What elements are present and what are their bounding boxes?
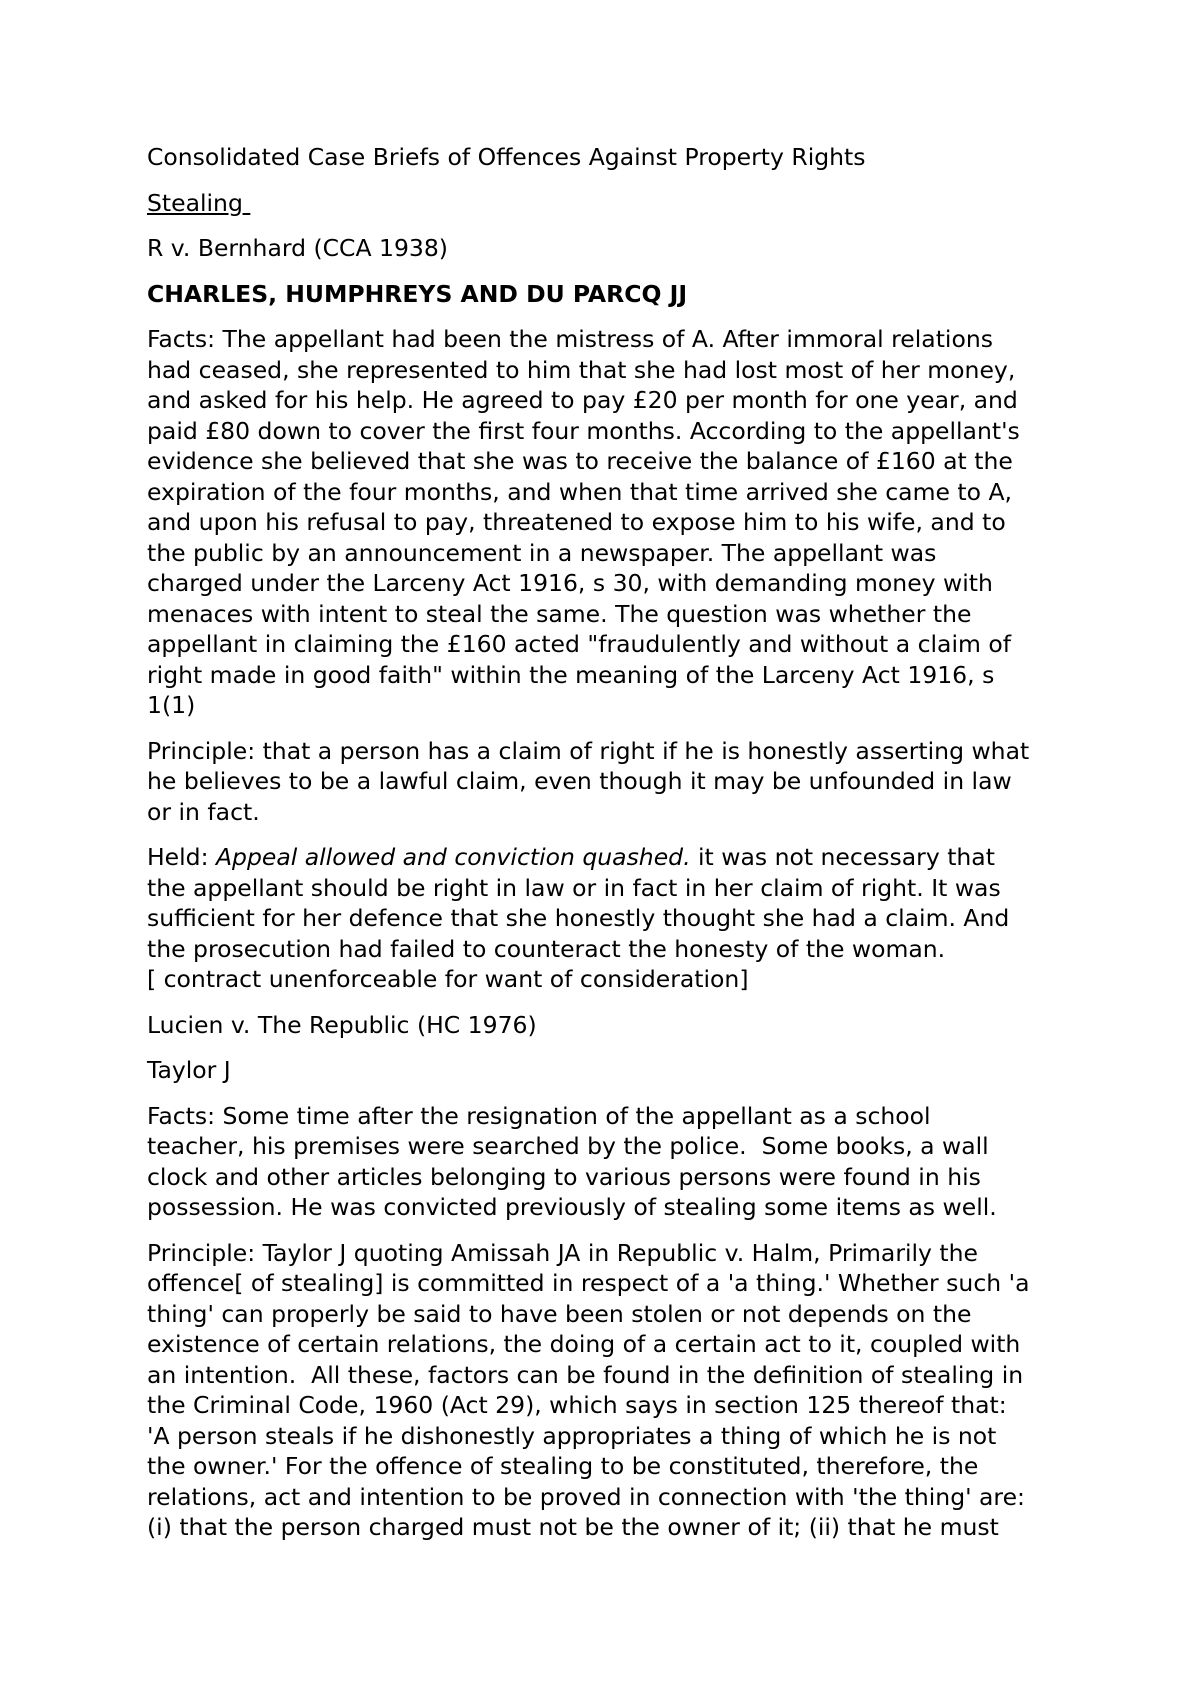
principle-line: or in fact. bbox=[147, 797, 260, 826]
principle-line: he believes to be a lawful claim, even though it may be unfounded in law bbox=[147, 767, 1012, 795]
case1-facts bbox=[147, 324, 1077, 721]
principle-line: the owner.' For the offence of stealing to be constituted, therefore, the bbox=[147, 1452, 979, 1480]
case-name bbox=[147, 1010, 1077, 1041]
facts-line: and upon his refusal to pay, threatened to expose him to his wife, and to bbox=[147, 508, 1006, 536]
document-title bbox=[147, 142, 1077, 173]
facts-line: had ceased, she represented to him that she had lost most of her money, bbox=[147, 355, 1016, 384]
principle-line: existence of certain relations, the doing of a certain act to it, coupled with bbox=[147, 1330, 1021, 1358]
case2-facts bbox=[147, 1101, 1077, 1223]
case2-judge: Taylor J bbox=[147, 1056, 231, 1084]
facts-line: the public by an announcement in a newspaper. The appellant was bbox=[147, 538, 937, 567]
facts-line: clock and other articles belonging to various persons were found in his bbox=[147, 1162, 981, 1191]
facts-line: expiration of the four months, and when that time arrived she came to A, bbox=[147, 477, 1013, 506]
held-line: the prosecution had failed to counteract the honesty of the woman. bbox=[147, 934, 946, 963]
case-judges bbox=[147, 279, 1077, 310]
case1-held bbox=[147, 842, 1077, 995]
held-line: [ contract unenforceable for want of consideration] bbox=[147, 965, 749, 993]
principle-line: an intention. All these, factors can be found in the definition of stealing in bbox=[147, 1360, 1024, 1389]
facts-line: Facts: Some time after the resignation of the appellant as a school bbox=[147, 1101, 931, 1130]
principle-line: Principle: that a person has a claim of right if he is honestly asserting what bbox=[147, 736, 1030, 765]
held-line: sufficient for her defence that she honestly thought she had a claim. And bbox=[147, 904, 1010, 932]
facts-line: evidence she believed that she was to receive the balance of £160 at the bbox=[147, 447, 1013, 475]
held-first-line bbox=[147, 842, 1077, 873]
principle-line: relations, act and intention to be proved in connection with 'the thing' are: bbox=[147, 1482, 1025, 1511]
case1-principle bbox=[147, 736, 1077, 828]
facts-line: charged under the Larceny Act 1916, s 30, with demanding money with bbox=[147, 569, 993, 597]
facts-line: menaces with intent to steal the same. The question was whether the bbox=[147, 599, 972, 628]
case1-name: R v. Bernhard (CCA 1938) bbox=[147, 234, 448, 262]
case-name bbox=[147, 233, 1077, 264]
held-prefix: Held: bbox=[147, 843, 216, 871]
case2-principle bbox=[147, 1238, 1077, 1543]
facts-line: 1(1) bbox=[147, 691, 196, 719]
facts-line: and asked for his help. He agreed to pay £20 per month for one year, and bbox=[147, 386, 1018, 414]
principle-line: (i) that the person charged must not be the owner of it; (ii) that he must bbox=[147, 1513, 999, 1541]
facts-line: paid £80 down to cover the first four months. According to the appellant's bbox=[147, 416, 1020, 445]
case1-judges: CHARLES, HUMPHREYS AND DU PARCQ JJ bbox=[147, 279, 688, 308]
held-first-line-rest: it was not necessary that bbox=[690, 843, 995, 871]
principle-line: 'A person steals if he dishonestly appropriates a thing of which he is not bbox=[147, 1421, 997, 1450]
facts-line: appellant in claiming the £160 acted "fraudulently and without a claim of bbox=[147, 630, 1012, 658]
principle-line: the Criminal Code, 1960 (Act 29), which says in section 125 thereof that: bbox=[147, 1391, 1007, 1419]
case-judge bbox=[147, 1055, 1077, 1086]
principle-line: offence[ of stealing] is committed in respect of a 'a thing.' Whether such 'a bbox=[147, 1269, 1030, 1297]
section-heading bbox=[147, 188, 1077, 219]
facts-line: teacher, his premises were searched by the police. Some books, a wall bbox=[147, 1132, 989, 1160]
held-line: the appellant should be right in law or in fact in her claim of right. It was bbox=[147, 873, 1001, 902]
facts-line: Facts: The appellant had been the mistress of A. After immoral relations bbox=[147, 325, 993, 353]
facts-line: possession. He was convicted previously of stealing some items as well. bbox=[147, 1193, 997, 1221]
section-heading-text: Stealing bbox=[147, 188, 251, 217]
document-title-text: Consolidated Case Briefs of Offences Against Property Rights bbox=[147, 143, 866, 171]
case2-name: Lucien v. The Republic (HC 1976) bbox=[147, 1010, 537, 1039]
held-decision: Appeal allowed and conviction quashed. bbox=[215, 843, 691, 871]
principle-line: thing' can properly be said to have been stolen or not depends on the bbox=[147, 1299, 972, 1328]
document-page bbox=[147, 142, 1077, 1558]
principle-line: Principle: Taylor J quoting Amissah JA in Republic v. Halm, Primarily the bbox=[147, 1238, 978, 1267]
facts-line: right made in good faith" within the meaning of the Larceny Act 1916, s bbox=[147, 660, 995, 689]
